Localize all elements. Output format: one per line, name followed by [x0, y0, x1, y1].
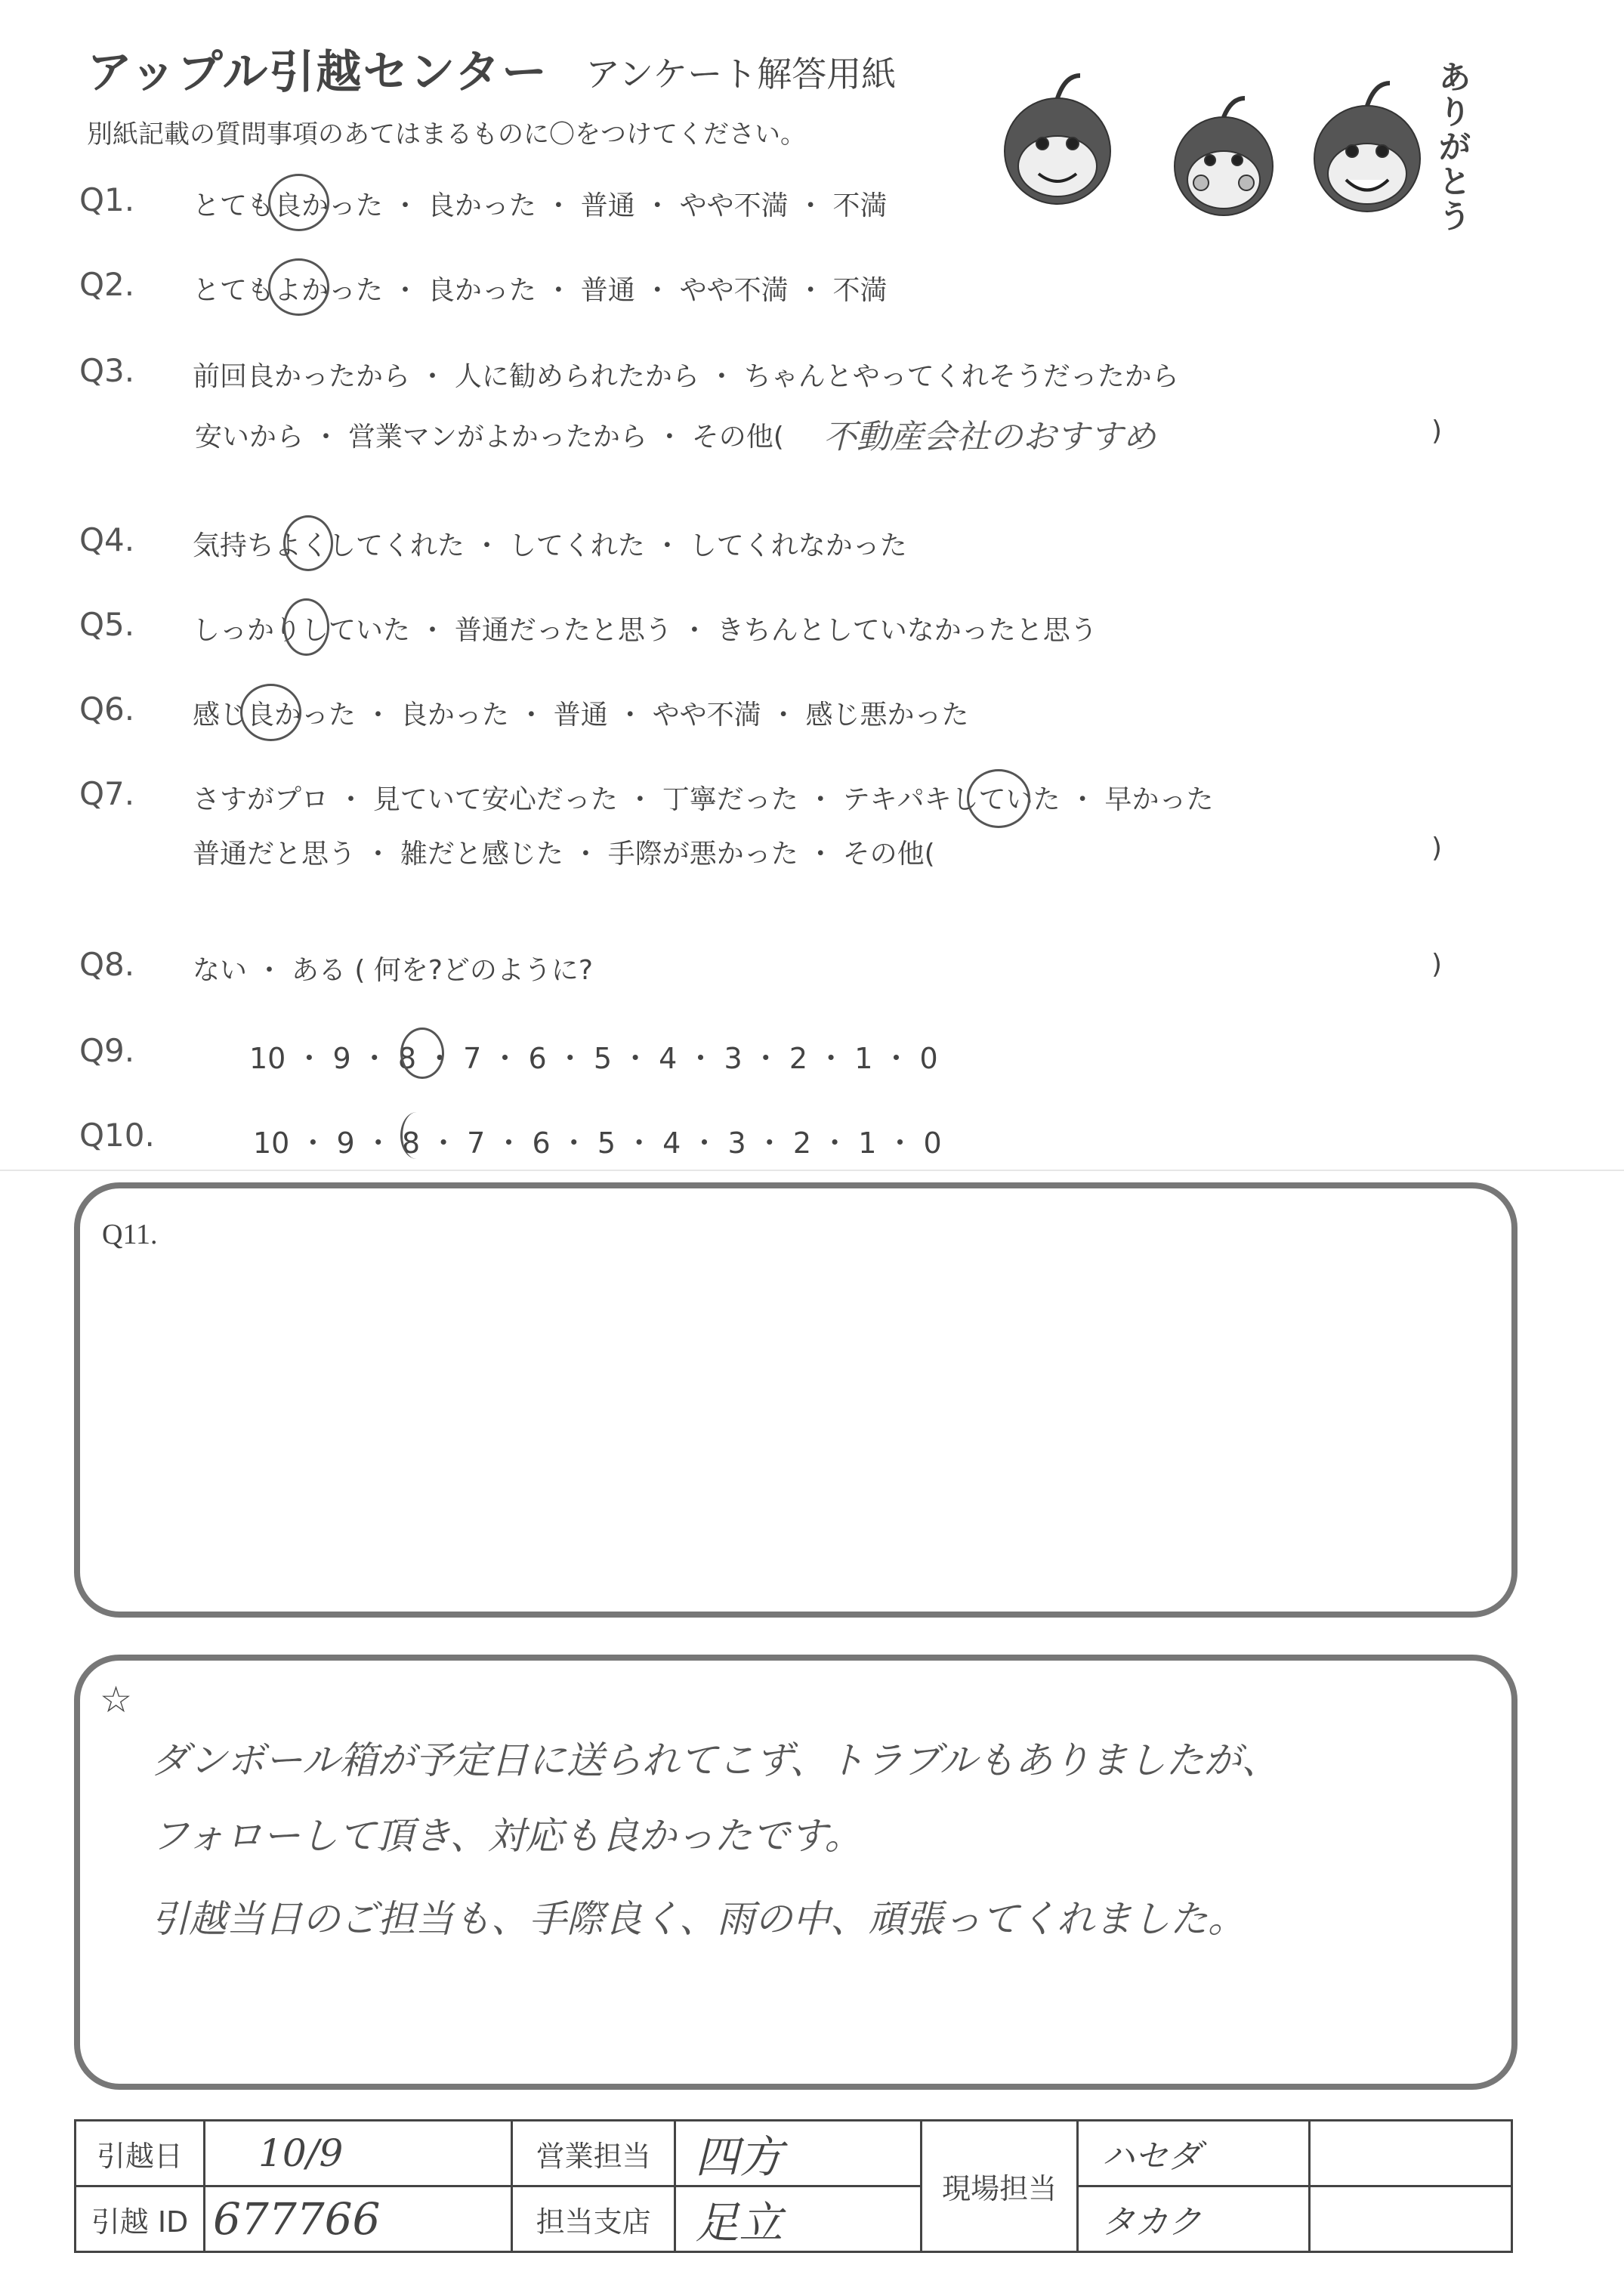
mascot-illustration: [990, 45, 1473, 249]
q6-number: Q6.: [79, 691, 135, 728]
q1-answer-circle: [268, 174, 329, 231]
site-staff-1: ハセダ: [1078, 2121, 1309, 2186]
comment-box: [74, 1655, 1517, 2090]
q5-options: しっかりしていた ・ 普通だったと思う ・ きちんとしていなかったと思う: [193, 615, 1098, 646]
q3-number: Q3.: [79, 352, 135, 389]
q4-options: 気持ちよくしてくれた ・ してくれた ・ してくれなかった: [193, 530, 907, 561]
q1-number: Q1.: [79, 181, 135, 218]
site-staff-2: タカク: [1078, 2186, 1309, 2252]
branch-label: 担当支店: [511, 2186, 675, 2252]
empty-cell-1: [1309, 2121, 1511, 2186]
q8-number: Q8.: [79, 946, 135, 983]
q7-number: Q7.: [79, 775, 135, 812]
q7-paren-close: ): [1431, 833, 1443, 864]
q5-answer-circle: [283, 598, 329, 656]
fold-line: [0, 1170, 1624, 1171]
q4-number: Q4.: [79, 521, 135, 558]
q3-options-line2: 安いから ・ 営業マンがよかったから ・ その他(: [195, 422, 784, 453]
sales-value: 四方: [675, 2121, 922, 2186]
site-staff-label: 現場担当: [921, 2121, 1077, 2252]
q4-answer-circle: [283, 515, 333, 571]
move-date-value: 10/9: [205, 2121, 512, 2186]
sales-label: 営業担当: [511, 2121, 675, 2186]
q7-options-line2: 普通だと思う ・ 雑だと感じた ・ 手際が悪かった ・ その他(: [193, 839, 935, 870]
q8-options: ない ・ ある ( 何を?どのように?: [193, 955, 594, 986]
q6-options: 感じ良かった ・ 良かった ・ 普通 ・ やや不満 ・ 感じ悪かった: [193, 700, 969, 731]
q10-scale: 10 ・ 9 ・ 8 ・ 7 ・ 6 ・ 5 ・ 4 ・ 3 ・ 2 ・ 1 ・ 0: [253, 1126, 942, 1160]
q6-answer-circle: [240, 684, 301, 741]
footer-table: [74, 2119, 1513, 2253]
q7-answer-circle: [967, 769, 1030, 828]
form-title: アンケート解答用紙: [585, 54, 897, 94]
q10-answer-mark: [400, 1112, 433, 1159]
q9-answer-circle: [400, 1028, 444, 1079]
q9-number: Q9.: [79, 1032, 135, 1069]
q7-options-line1: さすがプロ ・ 見ていて安心だった ・ 丁寧だった ・ テキパキしていた ・ 早かった: [193, 784, 1214, 815]
comment-line-1: ダンボール箱が予定日に送られてこず、トラブルもありましたが、: [151, 1738, 1280, 1782]
q5-number: Q5.: [79, 606, 135, 643]
q2-number: Q2.: [79, 266, 135, 303]
company-name: アップル引越センター: [87, 46, 548, 99]
q11-label: Q11.: [102, 1219, 158, 1250]
branch-value: 足立: [675, 2186, 922, 2252]
q3-paren-close: ): [1431, 416, 1443, 447]
mascot-caption: ありがとう: [1439, 59, 1471, 235]
move-id-value: 677766: [205, 2186, 512, 2252]
instruction-text: 別紙記載の質問事項のあてはまるものに〇をつけてください。: [87, 119, 806, 150]
q1-options: とても良かった ・ 良かった ・ 普通 ・ やや不満 ・ 不満: [193, 190, 888, 221]
q3-other-answer: 不動産会社のおすすめ: [823, 418, 1156, 456]
q9-scale: 10 ・ 9 ・ 8 ・ 7 ・ 6 ・ 5 ・ 4 ・ 3 ・ 2 ・ 1 ・ 0: [249, 1042, 938, 1075]
comment-line-3: 引越当日のご担当も、手際良く、雨の中、頑張ってくれました。: [151, 1897, 1246, 1941]
move-id-label: 引越 ID: [76, 2186, 205, 2252]
q8-paren-close: ): [1431, 949, 1443, 980]
q2-answer-circle: [268, 258, 329, 316]
comment-line-2: フォローして頂き、対応も良かったです。: [151, 1814, 863, 1858]
q10-number: Q10.: [79, 1117, 155, 1154]
q11-box: [74, 1182, 1517, 1618]
q2-options: とてもよかった ・ 良かった ・ 普通 ・ やや不満 ・ 不満: [193, 275, 888, 306]
move-date-label: 引越日: [76, 2121, 205, 2186]
star-icon: ☆: [100, 1680, 133, 1720]
q3-options-line1: 前回良かったから ・ 人に勧められたから ・ ちゃんとやってくれそうだったから: [193, 361, 1179, 392]
empty-cell-2: [1309, 2186, 1511, 2252]
